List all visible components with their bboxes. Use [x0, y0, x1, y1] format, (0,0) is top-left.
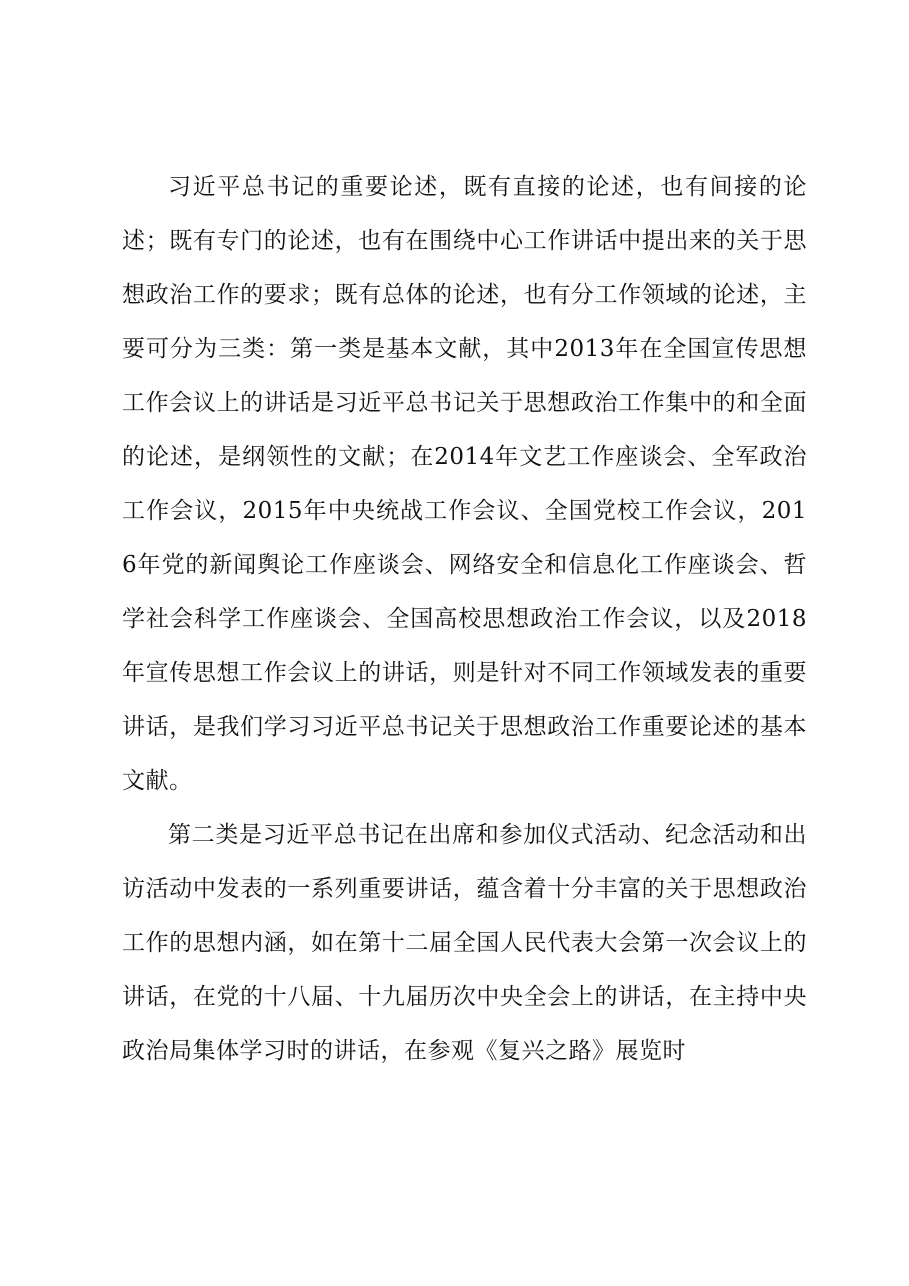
paragraph-2: 第二类是习近平总书记在出席和参加仪式活动、纪念活动和出访活动中发表的一系列重要讲话，蕴含着十分丰富的关于思想政治工作的思想内涵，如在第十二届全国人民代表大会第一次会议上的讲话，在党的十八届、十九届历次中央全会上的讲话，在主持中央政治局集体学习时的讲话，在参观《复兴之路》展览时	[122, 822, 807, 1064]
paragraph-1: 习近平总书记的重要论述，既有直接的论述，也有间接的论述；既有专门的论述，也有在围绕中心工作讲话中提出来的关于思想政治工作的要求；既有总体的论述，也有分工作领域的论述，主要可分为三类：第一类是基本文献，其中2013年在全国宣传思想工作会议上的讲话是习近平总书记关于思想政治工作集中的和全面的论述，是纲领性的文献；在2014年文艺工作座谈会、全军政治工作会议，2015年中央统战工作会议、全国党校工作会议，2016年党的新闻舆论工作座谈会、网络安全和信息化工作座谈会、哲学社会科学工作座谈会、全国高校思想政治工作会议，以及2018年宣传思想工作会议上的讲话，则是针对不同工作领域发表的重要讲话，是我们学习习近平总书记关于思想政治工作重要论述的基本文献。	[122, 174, 807, 794]
document-body	[122, 160, 807, 1078]
